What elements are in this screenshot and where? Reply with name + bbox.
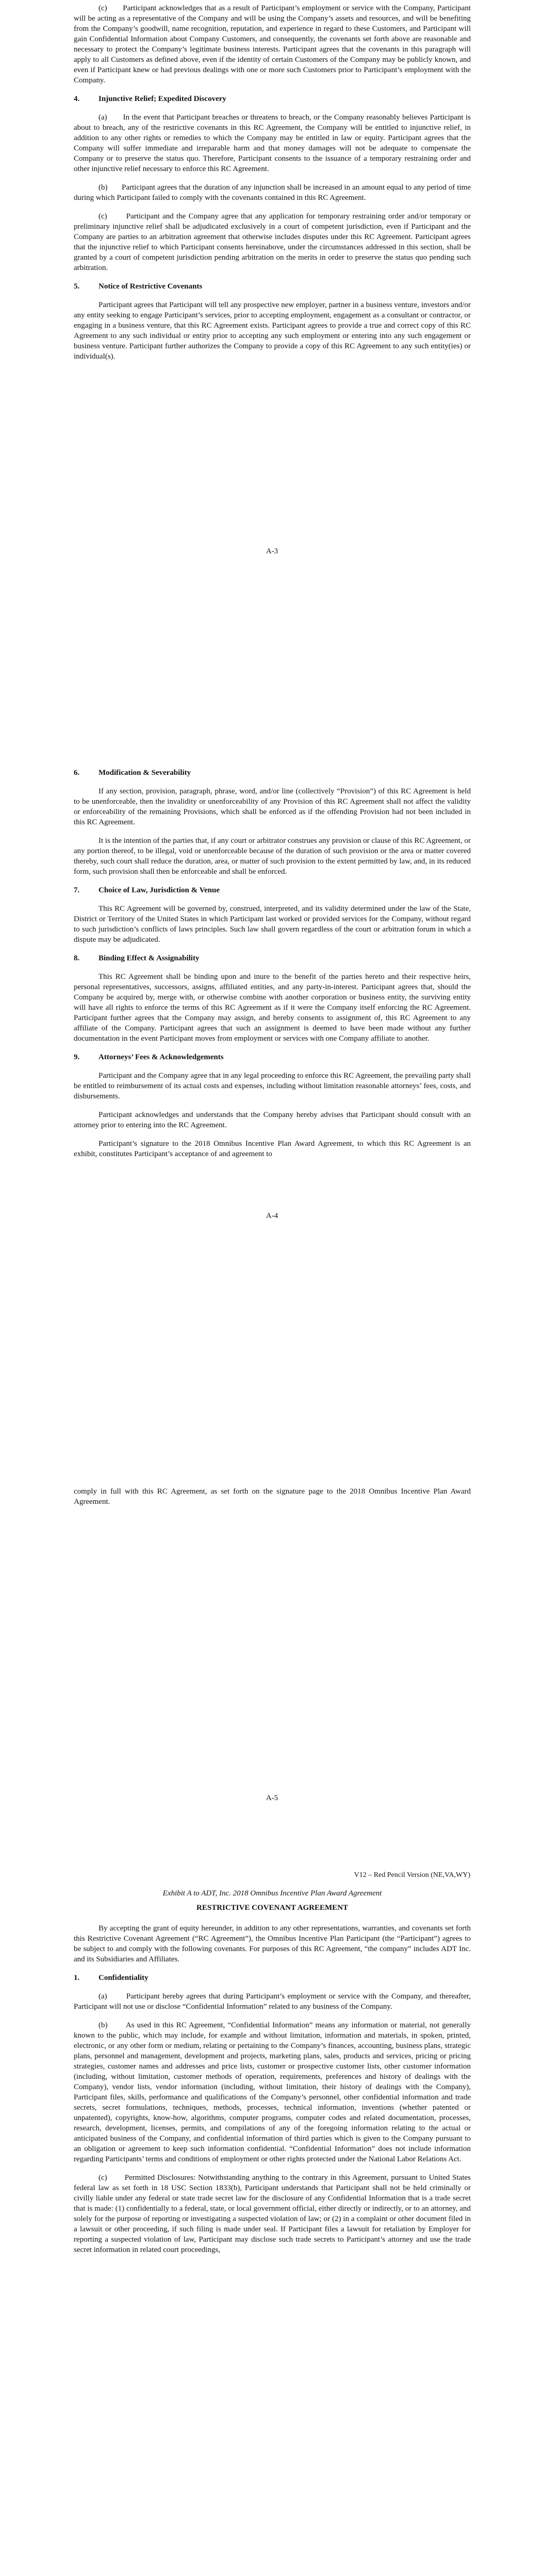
section-6-number: 6.	[74, 769, 80, 777]
section-9-para-1: Participant and the Company agree that in any legal proceeding to enforce this RC Agreement, the prevailing party shall be entitled to reimbursement of its actual costs and expenses, including without limitation reasonable attorneys’ fees, costs, and disbursements.	[74, 1072, 471, 1100]
section-9-title: Attorneys’ Fees & Acknowledgements	[98, 1053, 224, 1061]
section-6-heading	[74, 768, 471, 778]
section-5-title: Notice of Restrictive Covenants	[98, 282, 203, 291]
page-a4-content	[74, 768, 471, 1167]
page-a5-content	[74, 1486, 471, 1515]
page-a5-continuation: comply in full with this RC Agreement, as set forth on the signature page to the 2018 Omnibus Incentive Plan Award Agreement.	[74, 1487, 471, 1506]
section-1-heading	[74, 1973, 471, 1983]
section-6-title: Modification & Severability	[98, 769, 191, 777]
section-4-title: Injunctive Relief; Expedited Discovery	[98, 95, 226, 103]
section-5-number: 5.	[74, 282, 80, 291]
section-5-heading	[74, 281, 471, 292]
section-9-para-3: Participant’s signature to the 2018 Omnibus Incentive Plan Award Agreement, to which this RC Agreement is an exhibit, constitutes Participant’s acceptance of and agreement to	[74, 1140, 471, 1158]
section-8-heading	[74, 953, 471, 963]
agreement-title: RESTRICTIVE COVENANT AGREEMENT	[196, 1904, 348, 1912]
section-8-text: This RC Agreement shall be binding upon and inure to the benefit of the parties hereto and their respective heirs, personal representatives, successors, assigns, affiliated entities, and any party-in-interest. Participant agrees that, should the Company be acquired by, merge with, or otherwise combine with another corporation or business entity, the surviving entity will have all rights to enforce the terms of this RC Agreement as if it were the Company itself enforcing the RC Agreement. Participant further agrees that the Company may assign, and hereby consents to assignment of, this RC Agreement to any affiliate of the Company. Participant agrees that such an assignment is deemed to have been made without any further documentation in the event Participant moves from employment or services with one Company affiliate to another.	[74, 973, 471, 1043]
section-7-title: Choice of Law, Jurisdiction & Venue	[98, 886, 220, 894]
section-4-para-c: (c) Participant and the Company agree that any application for temporary restraining order and/or temporary or preliminary injunctive relief shall be adjudicated exclusively in a court of competent jurisdiction, even if Participant and the Company are parties to an arbitration agreement that otherwise includes disputes under this RC Agreement. Participant agrees that the injunctive relief to which Participant consents hereinabove, under the circumstances addressed in this section, shall be granted by a court of competent jurisdiction pending arbitration on the merits in order to preserve the status quo pending such arbitration.	[74, 212, 471, 272]
section-7-text: This RC Agreement will be governed by, construed, interpreted, and its validity determined under the law of the State, District or Territory of the United States in which Participant last worked or provided services for the Company, without regard to such jurisdiction’s conflicts of laws principles. Such law shall govern regardless of the court or arbitration forum in which a dispute may be adjudicated.	[74, 905, 471, 944]
section-6-para-2: It is the intention of the parties that, if any court or arbitrator construes any provision or clause of this RC Agreement, or any portion thereof, to be illegal, void or unenforceable because of the duration of such provision or the area or matter covered thereby, such court shall reduce the duration, area, or matter of such provision to the extent permitted by law, and, in its reduced form, such provision shall then be enforceable and shall be enforced.	[74, 837, 471, 876]
section-1-para-a: (a) Participant hereby agrees that during Participant’s employment or service with the Company, and thereafter, Participant will not use or disclose “Confidential Information” related to any business of the Company.	[74, 1992, 471, 2011]
section-4-para-b: (b) Participant agrees that the duration of any injunction shall be increased in an amount equal to any period of time during which Participant failed to comply with the covenants contained in this RC Agreement.	[74, 183, 471, 202]
exhibit-title: Exhibit A to ADT, Inc. 2018 Omnibus Incentive Plan Award Agreement	[162, 1889, 382, 1897]
confidential-customers-paragraph: (c) Participant acknowledges that as a result of Participant’s employment or service with the Company, Participant will be acting as a representative of the Company and will be using the Company’s assets and resources, and will be benefiting from the Company’s goodwill, name recognition, reputation, and experience in regard to these Customers, and Participant will gain Confidential Information about Company Customers, and consequently, the covenants set forth above are reasonable and necessary to protect the Company’s legitimate business interests. Participant agrees that the covenants in this paragraph will apply to all Customers as defined above, even if the identity of certain Customers of the Company may be publicly known, and even if Participant knew or had previous dealings with one or more such Customers prior to Participant’s employment with the Company.	[74, 4, 471, 84]
section-7-number: 7.	[74, 886, 80, 894]
section-1-title: Confidentiality	[98, 1974, 149, 1982]
section-8-title: Binding Effect & Assignability	[98, 954, 200, 962]
page-a3	[0, 0, 544, 768]
section-6-para-1: If any section, provision, paragraph, phrase, word, and/or line (collectively “Provision”) of this RC Agreement is held to be unenforceable, then the invalidity or unenforceability of any Provision of this RC Agreement shall not affect the validity or enforceability of the remaining Provisions, which shall be enforced as if the offending Provision had not been included in this RC Agreement.	[74, 787, 471, 826]
page-a1-content	[74, 1888, 471, 2263]
page-number-a3: A-3	[266, 547, 278, 555]
section-4-heading	[74, 94, 471, 104]
page-number-a4: A-4	[266, 1212, 278, 1220]
page-number-a5: A-5	[266, 1794, 278, 1802]
section-1-para-c: (c) Permitted Disclosures: Notwithstanding anything to the contrary in this Agreement, pursuant to United States federal law as set forth in 18 USC Section 1833(b), Participant understands that Participant shall not be held criminally or civilly liable under any federal or state trade secret law for the disclosure of any Confidential Information that is a trade secret that is made: (1) confidentially to a federal, state, or local government official, either directly or indirectly, or to an attorney, and solely for the purpose of reporting or investigating a suspected violation of law; or (2) in a complaint or other document filed in a lawsuit or other proceeding, if such filing is made under seal. If Participant files a lawsuit for retaliation by Employer for reporting a suspected violation of law, Participant may disclose such trade secrets to Participant’s attorney and use the trade secret information in related court proceedings,	[74, 2174, 471, 2254]
agreement-intro: By accepting the grant of equity hereunder, in addition to any other representations, warranties, and covenants set forth this Restrictive Covenant Agreement (“RC Agreement”), the Omnibus Incentive Plan Participant (the “Participant”) agrees to be subject to and comply with the following covenants. For purposes of this RC Agreement, “the company” includes ADT Inc. and its Subsidiaries and Affiliates.	[74, 1924, 471, 1963]
section-7-heading	[74, 885, 471, 895]
section-9-heading	[74, 1052, 471, 1062]
section-4-para-a: (a) In the event that Participant breaches or threatens to breach, or the Company reasonably believes Participant is about to breach, any of the restrictive covenants in this RC Agreement, the Company will be entitled to injunctive relief, in addition to any other rights or remedies to which the Company may be entitled in law or equity. Participant agrees that the Company will suffer immediate and irreparable harm and that money damages will not be adequate to compensate the Company or to preserve the status quo. Therefore, Participant consents to the issuance of a temporary restraining order and other injunctive relief necessary to enforce this RC Agreement.	[74, 113, 471, 173]
section-8-number: 8.	[74, 954, 80, 962]
section-5-text: Participant agrees that Participant will tell any prospective new employer, partner in a business venture, investors and/or any entity seeking to engage Participant’s services, prior to accepting employment, engagement as a consultant or contractor, or engaging in a business venture, that this RC Agreement exists. Participant agrees to provide a true and correct copy of this RC Agreement to any such individual or entity prior to accepting any such employment or entering into any such engagement or business venture. Participant further authorizes the Company to provide a copy of this RC Agreement to any such entity(ies) or individual(s).	[74, 301, 471, 361]
page-a4	[0, 768, 544, 1484]
section-1-number: 1.	[74, 1974, 80, 1982]
version-header: V12 – Red Pencil Version (NE,VA,WY)	[354, 1871, 470, 1879]
section-9-number: 9.	[74, 1053, 80, 1061]
section-4-number: 4.	[74, 95, 80, 103]
page-a3-content	[74, 3, 471, 370]
section-9-para-2: Participant acknowledges and understands that the Company hereby advises that Participant should consult with an attorney prior to entering into the RC Agreement.	[74, 1111, 471, 1129]
page-a1	[0, 1888, 544, 2576]
section-1-para-b: (b) As used in this RC Agreement, “Confidential Information” means any information or material, not generally known to the public, which may include, for example and without limitation, information and materials, in spoken, printed, electronic, or any other form or medium, relating or pertaining to the Company’s finances, accounting, business plans, strategic plans, personnel and management, development and projects, marketing plans, sales, products and services, pricing or pricing strategies, customer names and addresses and price lists, customer or prospective customer lists, other customer information (including, without limitation, customer methods of operation, requirements, preferences and history of dealings with the Company), vendor lists, vendor information (including, without limitation, their history of dealings with the Company), Participant files, skills, performance and qualifications of the Company’s personnel, other confidential information and trade secrets, secret formulations, techniques, methods, processes, technical information, inventions (whether patented or unpatented), copyrights, know-how, algorithms, computer programs, computer codes and related documentation, processes, research, development, licenses, permits, and compilations of any of the foregoing information relating to the actual or anticipated business of the Company, and confidential information of third parties which is given to the Company pursuant to an obligation or agreement to keep such information confidential. “Confidential Information” does not include information regarding Participants’ terms and conditions of employment or other rights protected under the National Labor Relations Act.	[74, 2021, 471, 2163]
